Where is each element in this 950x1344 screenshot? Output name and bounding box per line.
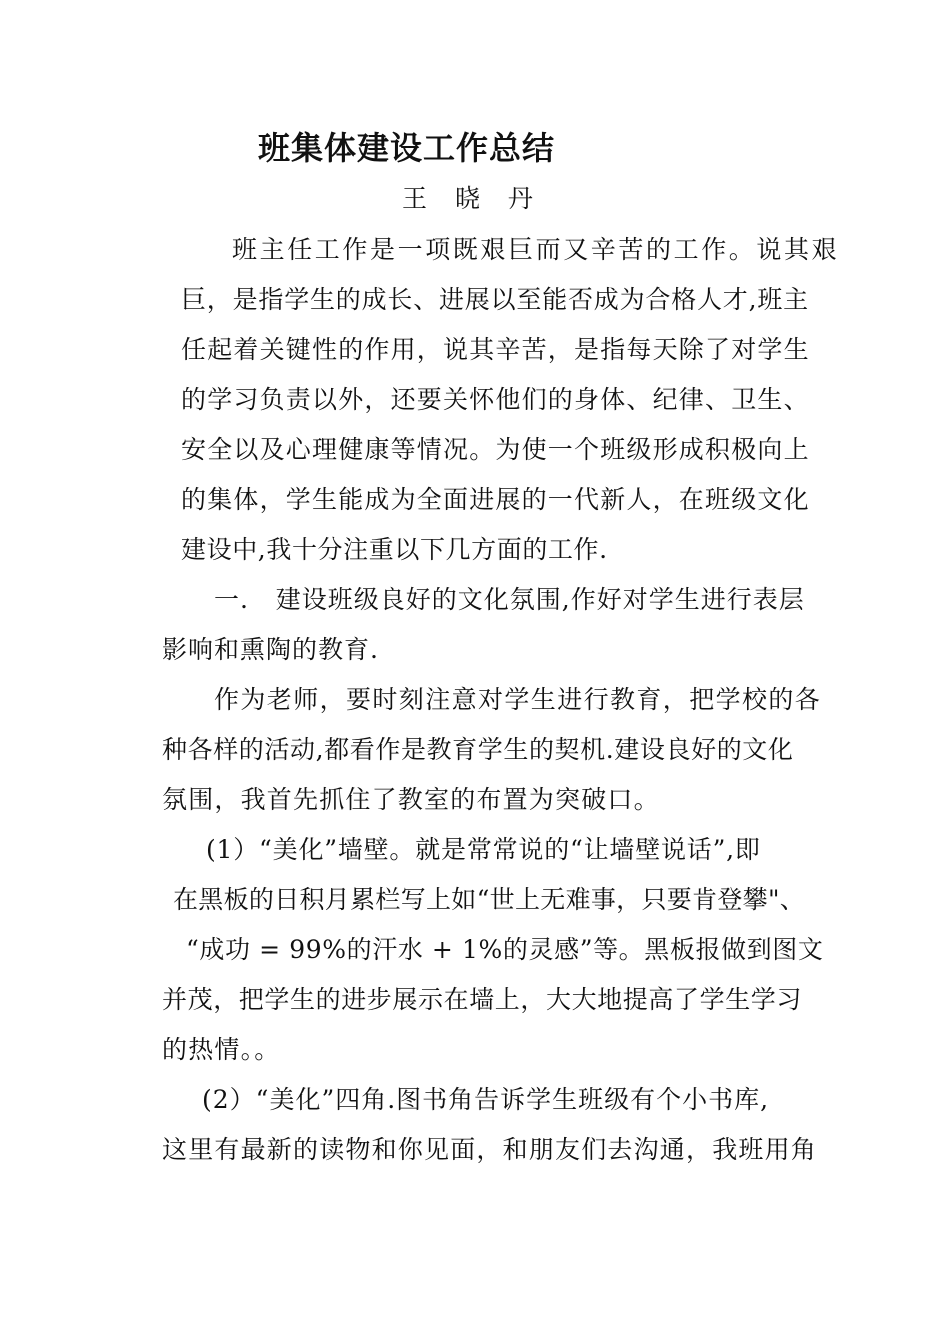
section-heading: 影响和熏陶的教育. (162, 635, 379, 664)
text-line: 氛围，我首先抓住了教室的布置为突破口。 (162, 785, 660, 814)
text-line: (2）“美化”四角.图书角告诉学生班级有个小书库, (202, 1085, 770, 1114)
text-line: 任起着关键性的作用，说其辛苦，是指每天除了对学生 (181, 335, 810, 364)
text-line: 种各样的活动,都看作是教育学生的契机.建设良好的文化 (162, 735, 794, 764)
text-line: 的热情。。 (162, 1035, 281, 1064)
text-line: 作为老师，要时刻注意对学生进行教育，把学校的各 (214, 685, 822, 714)
page-title: 班集体建设工作总结 (258, 129, 556, 167)
text-line: 班主任工作是一项既艰巨而又辛苦的工作。说其艰 (232, 235, 840, 264)
text-line: 的集体，学生能成为全面进展的一代新人，在班级文化 (181, 485, 810, 514)
text-line: 并茂，把学生的进步展示在墙上，大大地提高了学生学习 (162, 985, 803, 1014)
author-name: 王 晓 丹 (402, 184, 543, 213)
text-line: (1）“美化”墙壁。就是常常说的“让墙壁说话”,即 (206, 835, 761, 864)
text-line: 安全以及心理健康等情况。为使一个班级形成积极向上 (181, 435, 810, 464)
section-heading: 一. 建设班级良好的文化氛围,作好对学生进行表层 (214, 585, 805, 614)
text-line: 巨，是指学生的成长、进展以至能否成为合格人才,班主 (181, 285, 809, 314)
text-line: 这里有最新的读物和你见面，和朋友们去沟通，我班用角 (162, 1135, 818, 1164)
text-line: 在黑板的日积月累栏写上如“世上无难事，只要肯登攀"、 (173, 885, 806, 914)
text-line: “成功 = 99%的汗水 + 1%的灵感”等。黑板报做到图文 (186, 935, 824, 964)
text-line: 建设中,我十分注重以下几方面的工作. (181, 535, 608, 564)
text-line: 的学习负责以外，还要关怀他们的身体、纪律、卫生、 (181, 385, 810, 414)
